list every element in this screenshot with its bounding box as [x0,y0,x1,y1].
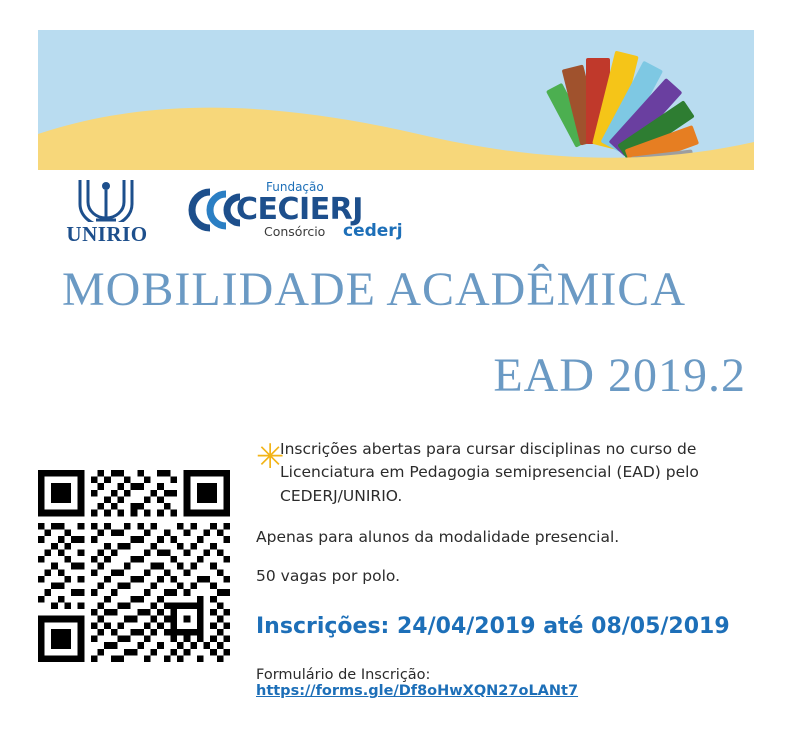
poster-title-line-2: EAD 2019.2 [493,349,746,402]
cecierj-wordmark: CECIERJ [236,192,363,227]
enrollment-dates: Inscrições: 24/04/2019 até 08/05/2019 [256,614,730,640]
header-banner [38,30,754,170]
unirio-logo [48,176,166,248]
cecierj-logo [180,178,500,246]
unirio-wordmark: UNIRIO [66,222,148,246]
unirio-mark-icon [70,176,142,222]
form-line [256,667,746,699]
qr-code[interactable] [38,470,230,662]
cecierj-consorcio-label: Consórcio [264,224,326,239]
paragraph-enrollment-info: Inscrições abertas para cursar disciplinas no curso de Licenciatura em Pedagogia semipresencial (EAD) pelo CEDERJ/UNIRIO. [280,440,699,505]
enrollment-form-link[interactable]: https://forms.gle/Df8oHwXQN27oLANt7 [256,683,579,700]
paragraph-vacancies: 50 vagas por polo. [256,567,401,585]
logo-row [40,176,500,248]
paragraph-eligibility: Apenas para alunos da modalidade presencial. [256,527,620,546]
qr-code-graphic [38,470,230,662]
asterisk-icon: ✳ [256,437,285,477]
poster-title-line-1: MOBILIDADE ACADÊMICA [62,263,686,316]
cecierj-fundacao-label: Fundação [266,180,324,194]
poster-body [256,438,746,699]
form-label: Formulário de Inscrição: [256,667,431,684]
banner-graphic [38,30,754,170]
cederj-wordmark: cederj [343,221,403,241]
